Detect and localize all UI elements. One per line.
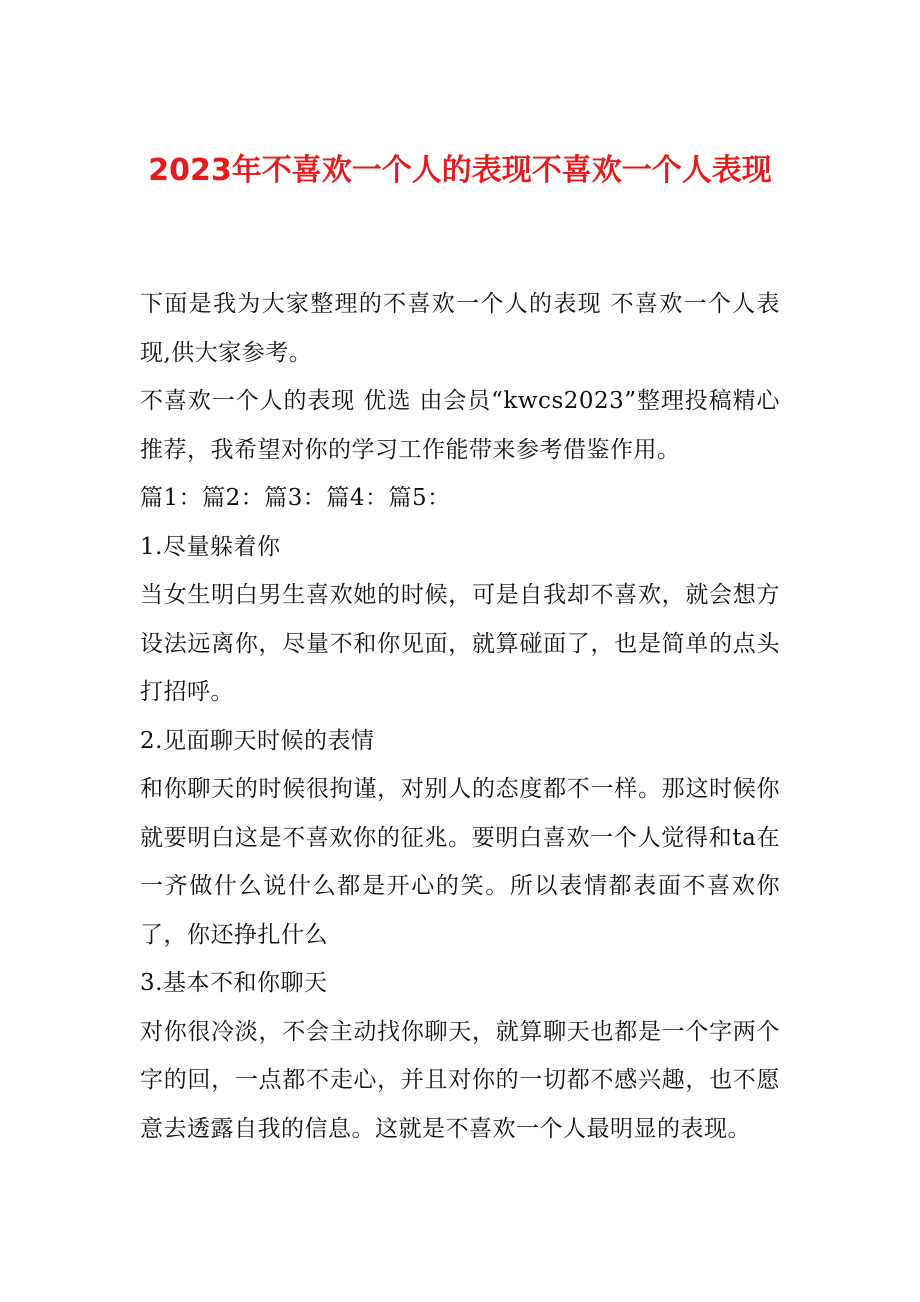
section-heading-3: 3.基本不和你聊天 [140,970,328,996]
chapter-list: 篇1：篇2：篇3：篇4：篇5： [140,485,451,511]
source-note-paragraph: 不喜欢一个人的表现 优选 由会员“kwcs2023”整理投稿精心推荐，我希望对你的学习工作能带来参考借鉴作用。 [140,388,780,463]
section-body-1: 当女生明白男生喜欢她的时候，可是自我却不喜欢，就会想方设法远离你，尽量不和你见面，就算碰面了，也是简单的点头打招呼。 [140,582,780,705]
section-body-2: 和你聊天的时候很拘谨，对别人的态度都不一样。那这时候你就要明白这是不喜欢你的征兆。要明白喜欢一个人觉得和ta在一齐做什么说什么都是开心的笑。所以表情都表面不喜欢你了，你还挣扎什么 [140,776,780,948]
document-title: 2023年不喜欢一个人的表现不喜欢一个人表现 [148,153,772,188]
section-heading-2: 2.见面聊天时候的表情 [140,727,375,754]
intro-paragraph: 下面是我为大家整理的不喜欢一个人的表现 不喜欢一个人表现,供大家参考。 [140,291,780,366]
section-heading-1: 1.尽量躲着你 [140,533,281,560]
section-body-3: 对你很冷淡，不会主动找你聊天，就算聊天也都是一个字两个字的回，一点都不走心，并且对你的一切都不感兴趣，也不愿意去透露自我的信息。这就是不喜欢一个人最明显的表现。 [140,1018,780,1142]
document-body [140,280,780,1153]
